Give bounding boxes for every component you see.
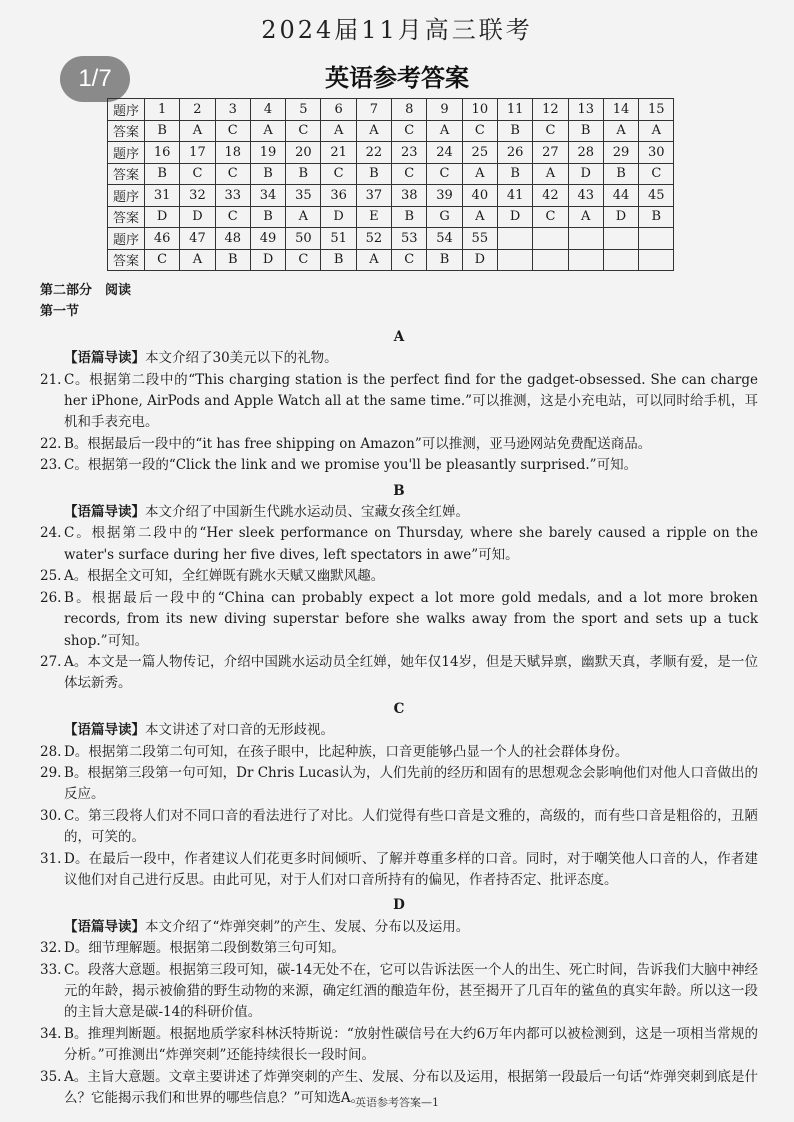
part-title: 第二部分 阅读	[40, 283, 132, 298]
guide-text: 本文讲述了对口音的无形歧视。	[145, 722, 334, 739]
explanation-text: D。细节理解题。根据第二段倒数第三句可知。	[64, 940, 345, 957]
table-cell: B	[215, 249, 250, 271]
guide-tag: 【语篇导读】	[64, 504, 145, 521]
table-cell: A	[533, 163, 568, 185]
table-row	[108, 142, 674, 164]
explanation-text: C。第三段将人们对不同口音的看法进行了对比。人们觉得有些口音是文雅的，高级的，而有些口音是粗俗的，丑陋的，可笑的。	[64, 807, 758, 846]
table-cell: 45	[639, 185, 674, 207]
table-cell: 51	[321, 228, 356, 250]
answer-explanation	[40, 1024, 758, 1067]
table-cell: C	[215, 206, 250, 228]
section-title: 第一节	[40, 304, 80, 320]
table-cell: 38	[392, 185, 427, 207]
table-cell: 44	[603, 185, 638, 207]
explanation-text: C。根据第二段中的“Her sleek performance on Thursday, where she barely caused a ripple on the water's surface during her five dives, left spectators in awe”可知。	[64, 525, 758, 563]
table-cell: 9	[427, 99, 462, 121]
question-number: 28.	[40, 743, 62, 760]
exam-title: 2024届11月高三联考	[261, 16, 533, 44]
table-cell: 12	[533, 99, 568, 121]
table-cell: B	[639, 206, 674, 228]
table-cell: C	[215, 120, 250, 142]
question-number: 35.	[40, 1068, 62, 1085]
table-row	[108, 206, 674, 228]
explanation-text: B。根据最后一段中的“it has free shipping on Amazon”可以推测，亚马逊网站免费配送商品。	[64, 435, 652, 452]
table-cell: G	[427, 206, 462, 228]
table-cell: 19	[250, 142, 285, 164]
table-cell: 42	[533, 185, 568, 207]
page-footer: 英语参考答案—1	[355, 1096, 439, 1109]
table-cell: 54	[427, 228, 462, 250]
table-cell: C	[392, 120, 427, 142]
table-cell: A	[603, 120, 638, 142]
table-cell: C	[215, 163, 250, 185]
question-number: 32.	[40, 940, 62, 957]
table-cell: 35	[286, 185, 321, 207]
table-cell: 36	[321, 185, 356, 207]
explanation-text: A。本文是一篇人物传记，介绍中国跳水运动员全红婵，她年仅14岁，但是天赋异禀，幽默天真，孝顺有爱，是一位体坛新秀。	[64, 653, 758, 692]
table-cell: 7	[356, 99, 391, 121]
table-row	[108, 99, 674, 121]
explanation-text: A。主旨大意题。文章主要讲述了炸弹突刺的产生、发展、分布以及运用，根据第一段最后一句话“炸弹突刺到底是什么？它能揭示我们和世界的哪些信息？”可知选A。	[64, 1068, 758, 1107]
table-cell: 29	[603, 142, 638, 164]
answer-explanation	[40, 938, 758, 959]
table-cell: 50	[286, 228, 321, 250]
answer-key-table	[107, 98, 674, 271]
question-number: 26.	[40, 589, 62, 606]
table-cell: 28	[568, 142, 603, 164]
table-cell: 32	[180, 185, 215, 207]
answer-explanation	[40, 588, 758, 652]
table-cell	[497, 228, 532, 250]
table-cell: B	[356, 163, 391, 185]
passage-letter: A	[393, 328, 405, 345]
guide-tag: 【语篇导读】	[64, 350, 145, 367]
table-cell: B	[250, 206, 285, 228]
table-cell: A	[356, 249, 391, 271]
table-cell: C	[392, 249, 427, 271]
table-cell: 24	[427, 142, 462, 164]
answer-explanation	[40, 806, 758, 849]
question-number: 29.	[40, 764, 62, 781]
table-cell: 43	[568, 185, 603, 207]
table-cell: 18	[215, 142, 250, 164]
table-cell: B	[286, 163, 321, 185]
table-cell: D	[180, 206, 215, 228]
table-cell: A	[427, 120, 462, 142]
explanation-text: A。根据全文可知，全红婵既有跳水天赋又幽默风趣。	[64, 568, 385, 585]
guide-text: 本文介绍了30美元以下的礼物。	[145, 350, 338, 367]
table-cell: A	[462, 206, 497, 228]
table-cell	[568, 249, 603, 271]
row-label: 答案	[108, 249, 145, 271]
table-cell: A	[180, 249, 215, 271]
table-cell: B	[145, 120, 180, 142]
table-cell: 5	[286, 99, 321, 121]
table-cell	[603, 228, 638, 250]
table-cell: 16	[145, 142, 180, 164]
table-row	[108, 249, 674, 271]
table-cell: 13	[568, 99, 603, 121]
table-cell: C	[462, 120, 497, 142]
table-cell: A	[250, 120, 285, 142]
answer-explanation	[40, 652, 758, 695]
question-number: 21.	[40, 371, 62, 388]
passage-guide	[40, 348, 758, 369]
table-row	[108, 163, 674, 185]
table-cell	[639, 228, 674, 250]
table-cell: B	[603, 163, 638, 185]
table-cell: B	[568, 120, 603, 142]
table-cell: 17	[180, 142, 215, 164]
table-cell: 25	[462, 142, 497, 164]
answer-explanation	[40, 523, 758, 566]
passage-letter: D	[393, 897, 405, 914]
table-cell: 55	[462, 228, 497, 250]
table-cell: 46	[145, 228, 180, 250]
table-cell: 1	[145, 99, 180, 121]
table-row	[108, 228, 674, 250]
table-cell: B	[497, 120, 532, 142]
explanation-text: C。根据第一段的“Click the link and we promise you'll be pleasantly surprised.”可知。	[64, 457, 638, 474]
table-cell: 37	[356, 185, 391, 207]
guide-text: 本文介绍了“炸弹突刺”的产生、发展、分布以及运用。	[145, 918, 470, 935]
table-cell: D	[462, 249, 497, 271]
question-number: 27.	[40, 653, 62, 670]
table-cell: B	[497, 163, 532, 185]
answer-explanation	[40, 566, 758, 587]
row-label: 题序	[108, 99, 145, 121]
reading-section	[40, 280, 758, 1109]
table-cell: 41	[497, 185, 532, 207]
explanation-text: D。根据第二段第二句可知，在孩子眼中，比起种族，口音更能够凸显一个人的社会群体身份。	[64, 743, 629, 760]
table-cell: 3	[215, 99, 250, 121]
row-label: 题序	[108, 185, 145, 207]
table-cell	[497, 249, 532, 271]
answer-explanation	[40, 370, 758, 434]
row-label: 答案	[108, 206, 145, 228]
table-cell: 33	[215, 185, 250, 207]
passage-guide	[40, 502, 758, 523]
answer-explanation	[40, 960, 758, 1024]
table-cell: 31	[145, 185, 180, 207]
table-cell: 48	[215, 228, 250, 250]
table-cell: A	[286, 206, 321, 228]
question-number: 22.	[40, 435, 62, 452]
table-cell: D	[568, 163, 603, 185]
row-label: 题序	[108, 142, 145, 164]
subject-title: 英语参考答案	[325, 64, 469, 92]
table-cell: D	[250, 249, 285, 271]
table-cell: B	[427, 249, 462, 271]
table-cell: B	[145, 163, 180, 185]
passage-letter: B	[393, 482, 405, 499]
table-row	[108, 120, 674, 142]
answer-explanation	[40, 849, 758, 892]
table-cell: 2	[180, 99, 215, 121]
table-cell: A	[568, 206, 603, 228]
explanation-text: B。根据第三段第一句可知，Dr Chris Lucas认为，人们先前的经历和固有的思想观念会影响他们对他人口音做出的反应。	[64, 764, 758, 803]
table-cell: C	[180, 163, 215, 185]
page-indicator-badge: 1/7	[60, 56, 130, 102]
table-cell: 52	[356, 228, 391, 250]
table-cell: C	[392, 163, 427, 185]
table-cell: 39	[427, 185, 462, 207]
table-cell: 8	[392, 99, 427, 121]
table-cell: 30	[639, 142, 674, 164]
table-cell: 40	[462, 185, 497, 207]
table-cell: 6	[321, 99, 356, 121]
explanation-text: C。根据第二段中的“This charging station is the perfect find for the gadget-obsessed. She can charge her iPhone, AirPods and Apple Watch all at the same time.”可以推测，这是小充电站，可以同时给手机，耳机和手表充电。	[64, 371, 758, 431]
table-cell: D	[145, 206, 180, 228]
table-cell: 15	[639, 99, 674, 121]
table-cell: D	[321, 206, 356, 228]
table-cell: B	[392, 206, 427, 228]
table-cell: C	[533, 120, 568, 142]
table-cell: C	[286, 249, 321, 271]
question-number: 23.	[40, 457, 62, 474]
answer-explanation	[40, 763, 758, 806]
table-cell: B	[321, 249, 356, 271]
table-cell: A	[180, 120, 215, 142]
answer-explanation	[40, 455, 758, 476]
table-cell: 34	[250, 185, 285, 207]
table-cell: 14	[603, 99, 638, 121]
table-cell: D	[603, 206, 638, 228]
table-cell: D	[497, 206, 532, 228]
table-cell: 23	[392, 142, 427, 164]
explanation-text: B。推理判断题。根据地质学家科林沃特斯说：“放射性碳信号在大约6万年内都可以被检测到，这是一项相当常规的分析。”可推测出“炸弹突刺”还能持续很长一段时间。	[64, 1025, 758, 1064]
guide-text: 本文介绍了中国新生代跳水运动员、宝藏女孩全红婵。	[145, 504, 469, 521]
answer-explanation	[40, 434, 758, 455]
table-cell: 49	[250, 228, 285, 250]
table-cell: 22	[356, 142, 391, 164]
table-cell: 21	[321, 142, 356, 164]
table-cell: C	[639, 163, 674, 185]
table-cell	[533, 249, 568, 271]
table-cell: E	[356, 206, 391, 228]
table-cell	[603, 249, 638, 271]
row-label: 答案	[108, 120, 145, 142]
explanation-text: D。在最后一段中，作者建议人们花更多时间倾听、了解并尊重多样的口音。同时，对于嘲笑他人口音的人，作者建议他们对自己进行反思。由此可见，对于人们对口音所持有的偏见，作者持否定、批评态度。	[64, 850, 758, 888]
table-cell: A	[639, 120, 674, 142]
table-cell: C	[427, 163, 462, 185]
table-cell: 11	[497, 99, 532, 121]
table-row	[108, 185, 674, 207]
table-cell: 26	[497, 142, 532, 164]
question-number: 25.	[40, 568, 62, 585]
table-cell: C	[321, 163, 356, 185]
table-cell: A	[321, 120, 356, 142]
table-cell: C	[145, 249, 180, 271]
question-number: 31.	[40, 850, 62, 867]
passage-guide	[40, 720, 758, 741]
table-cell: 53	[392, 228, 427, 250]
table-cell: 4	[250, 99, 285, 121]
passage-guide	[40, 917, 758, 938]
answer-explanation	[40, 742, 758, 763]
table-cell: A	[356, 120, 391, 142]
table-cell: 20	[286, 142, 321, 164]
passage-list	[40, 327, 758, 1110]
table-cell: C	[286, 120, 321, 142]
row-label: 答案	[108, 163, 145, 185]
table-cell	[568, 228, 603, 250]
question-number: 34.	[40, 1025, 62, 1042]
table-cell: B	[250, 163, 285, 185]
passage-letter: C	[393, 700, 405, 717]
table-cell: C	[533, 206, 568, 228]
table-cell: 10	[462, 99, 497, 121]
question-number: 24.	[40, 525, 62, 542]
guide-tag: 【语篇导读】	[64, 918, 145, 935]
table-cell: 27	[533, 142, 568, 164]
question-number: 33.	[40, 961, 62, 978]
question-number: 30.	[40, 807, 62, 824]
row-label: 题序	[108, 228, 145, 250]
table-cell	[533, 228, 568, 250]
explanation-text: B。根据最后一段中的“China can probably expect a lot more gold medals, and a lot more broken records, from its new diving superstar before she walks away from the sport and sets up a tuck shop.”可知。	[64, 589, 758, 649]
table-cell: 47	[180, 228, 215, 250]
guide-tag: 【语篇导读】	[64, 722, 145, 739]
table-cell	[639, 249, 674, 271]
table-cell: A	[462, 163, 497, 185]
explanation-text: C。段落大意题。根据第三段可知，碳-14无处不在，它可以告诉法医一个人的出生、死亡时间，告诉我们大脑中神经元的年龄，揭示被偷猎的野生动物的来源，确定红酒的酿造年份，甚至揭开了几百年的鲨鱼的真实年龄。所以这一段的主旨大意是碳-14的科研价值。	[64, 961, 758, 1021]
